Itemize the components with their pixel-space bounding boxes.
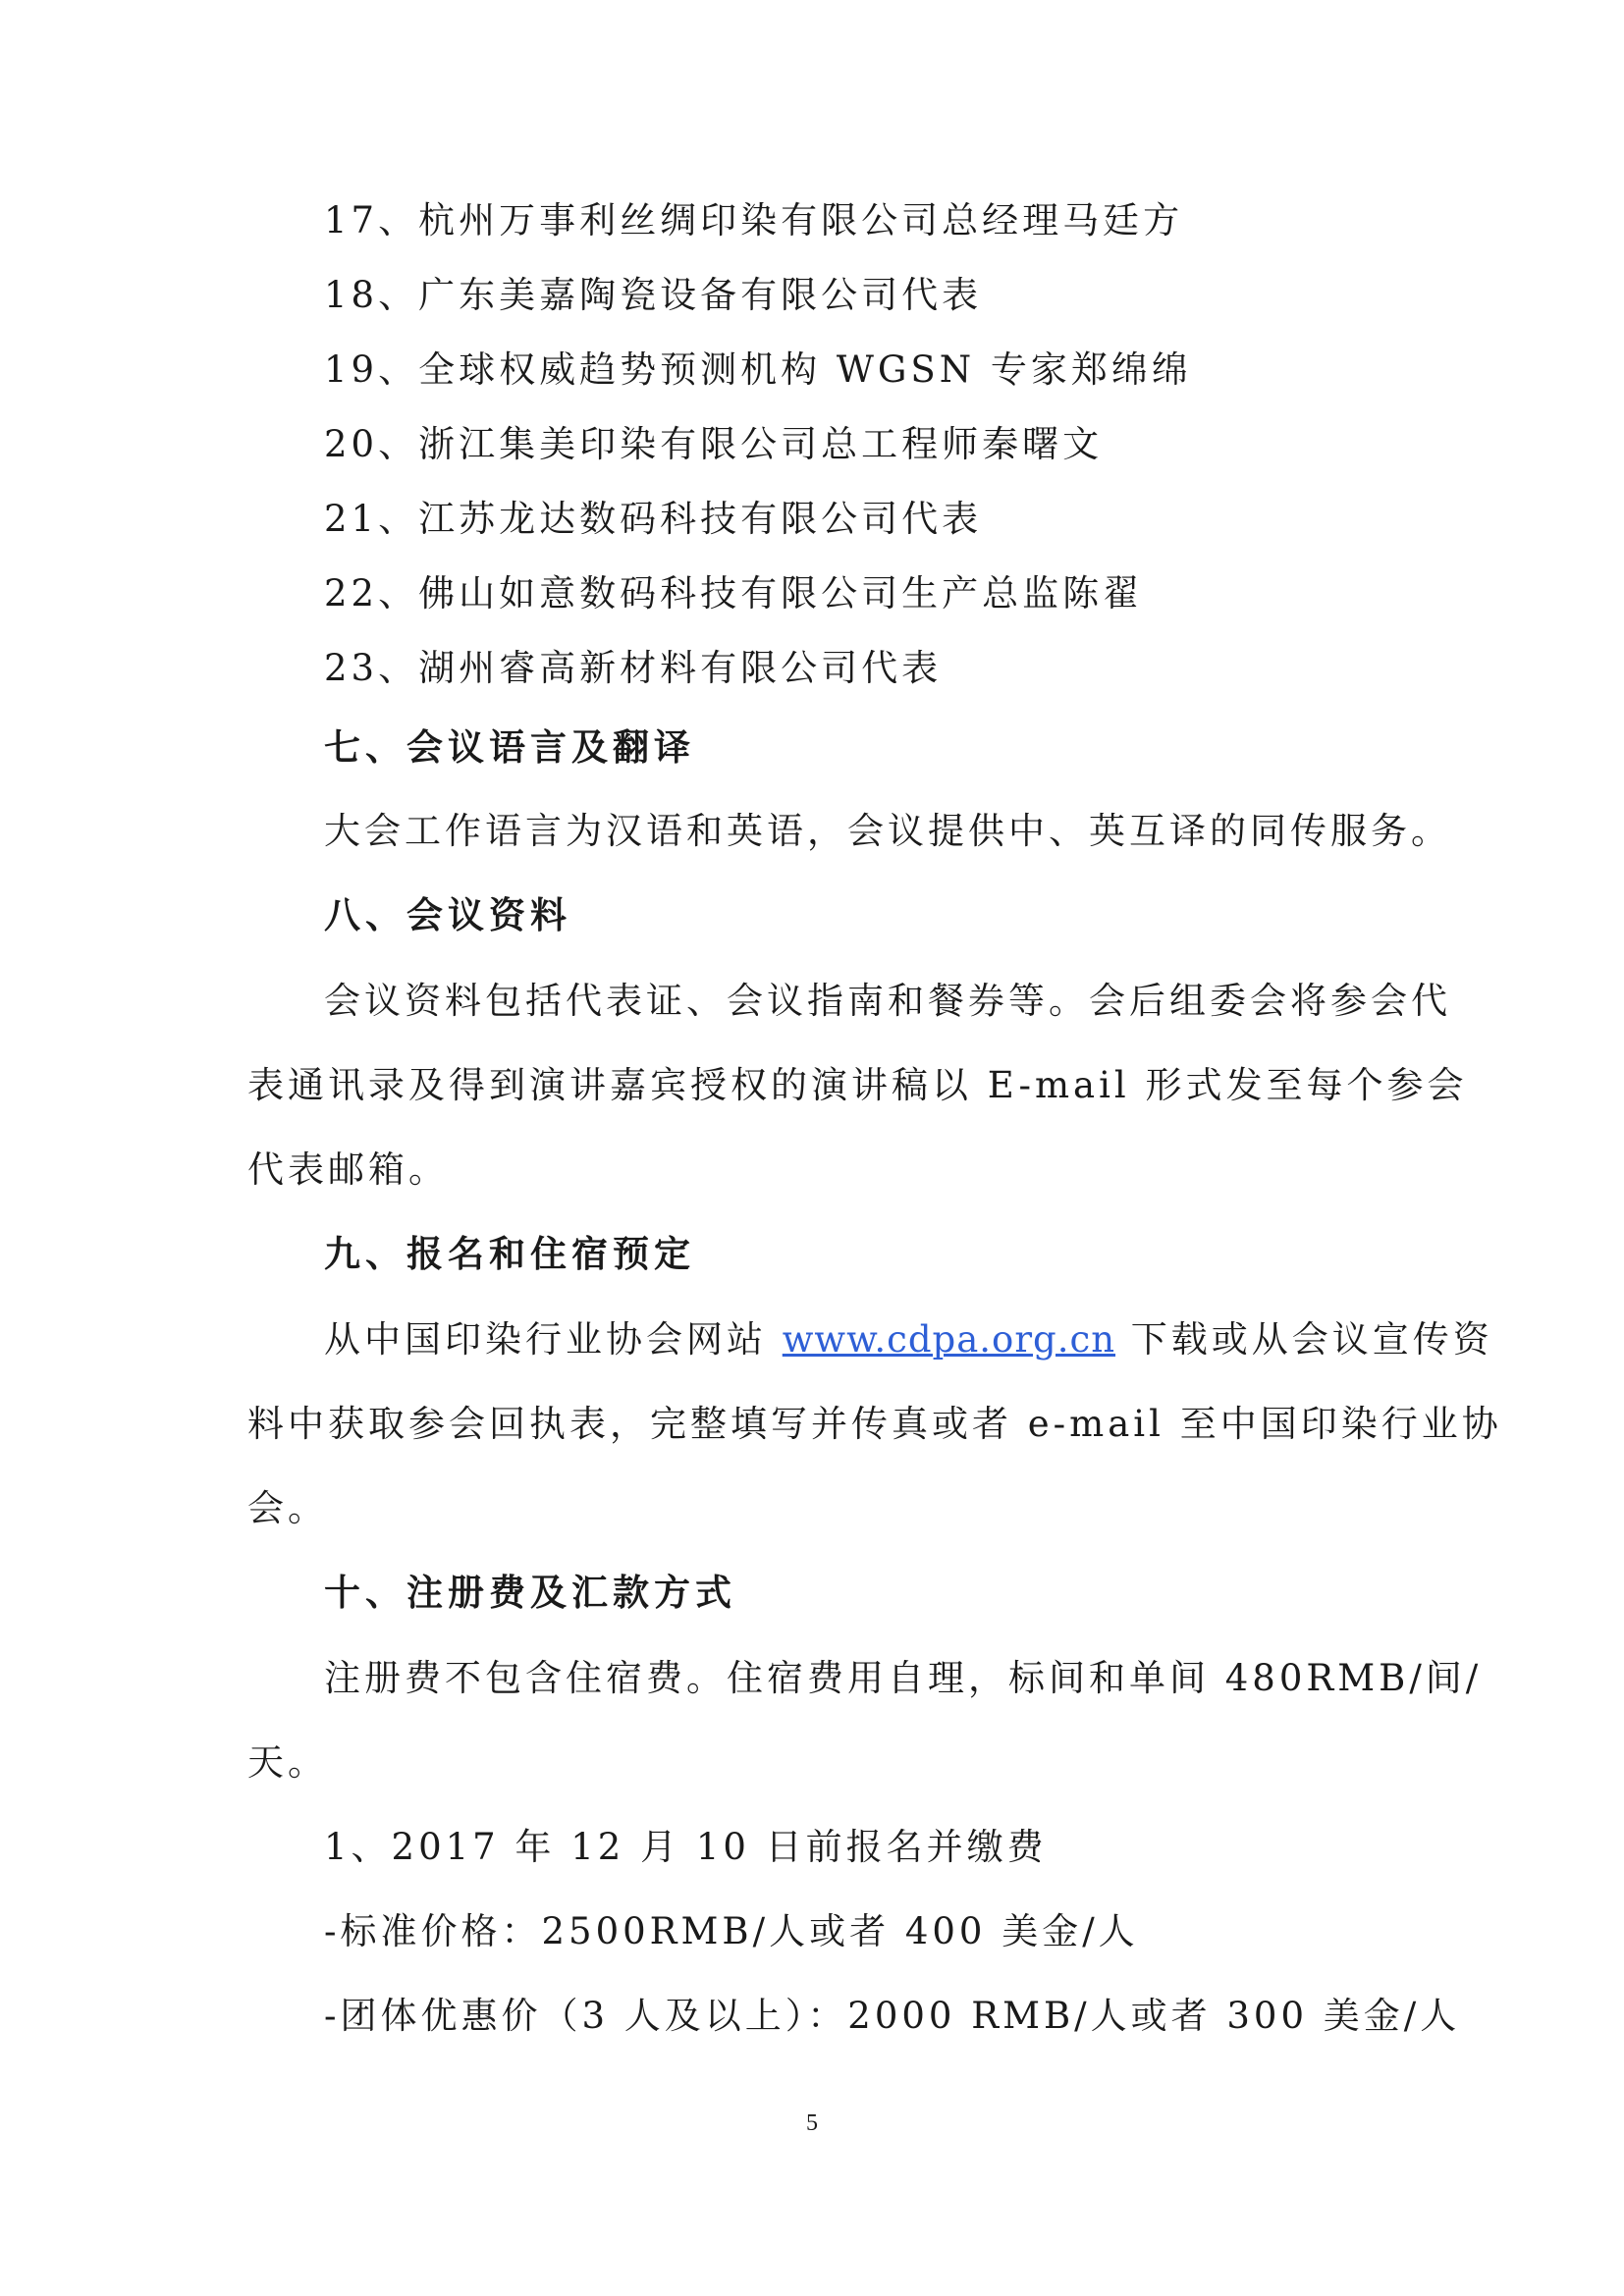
list-item: 21、江苏龙达数码科技有限公司代表 xyxy=(324,498,983,540)
list-item: 19、全球权威趋势预测机构 WGSN 专家郑绵绵 xyxy=(324,348,1192,391)
paragraph-language: 大会工作语言为汉语和英语，会议提供中、英互译的同传服务。 xyxy=(324,810,1451,852)
fee-deadline-item: 1、2017 年 12 月 10 日前报名并缴费 xyxy=(324,1826,1048,1868)
paragraph-fees-line: 注册费不包含住宿费。住宿费用自理，标间和单间 480RMB/间/ xyxy=(324,1657,1483,1699)
list-item: 20、浙江集美印染有限公司总工程师秦曙文 xyxy=(324,423,1104,465)
section-heading-registration: 九、报名和住宿预定 xyxy=(324,1233,695,1275)
paragraph-materials-line: 代表邮箱。 xyxy=(247,1148,449,1191)
paragraph-materials-line: 会议资料包括代表证、会议指南和餐券等。会后组委会将参会代 xyxy=(324,980,1451,1022)
list-item: 17、杭州万事利丝绸印染有限公司总经理马廷方 xyxy=(324,199,1184,241)
price-standard: -标准价格：2500RMB/人或者 400 美金/人 xyxy=(324,1910,1139,1952)
paragraph-registration-line: 会。 xyxy=(247,1487,328,1529)
paragraph-registration-line: 料中获取参会回执表，完整填写并传真或者 e-mail 至中国印染行业协 xyxy=(247,1403,1502,1445)
list-item: 22、佛山如意数码科技有限公司生产总监陈翟 xyxy=(324,572,1144,614)
list-item: 18、广东美嘉陶瓷设备有限公司代表 xyxy=(324,274,983,316)
price-group: -团体优惠价（3 人及以上）：2000 RMB/人或者 300 美金/人 xyxy=(324,1995,1461,2037)
registration-text-prefix: 从中国印染行业协会网站 xyxy=(324,1318,783,1361)
paragraph-registration-line xyxy=(324,1318,1493,1361)
registration-text-suffix: 下载或从会议宣传资 xyxy=(1115,1318,1493,1361)
website-link[interactable]: www.cdpa.org.cn xyxy=(782,1318,1116,1361)
paragraph-materials-line: 表通讯录及得到演讲嘉宾授权的演讲稿以 E-mail 形式发至每个参会 xyxy=(247,1064,1468,1106)
section-heading-fees: 十、注册费及汇款方式 xyxy=(324,1572,736,1614)
list-item: 23、湖州睿高新材料有限公司代表 xyxy=(324,647,943,689)
paragraph-fees-line: 天。 xyxy=(247,1741,328,1784)
page-number: 5 xyxy=(806,2110,818,2136)
section-heading-materials: 八、会议资料 xyxy=(324,894,571,936)
section-heading-language: 七、会议语言及翻译 xyxy=(324,726,695,769)
